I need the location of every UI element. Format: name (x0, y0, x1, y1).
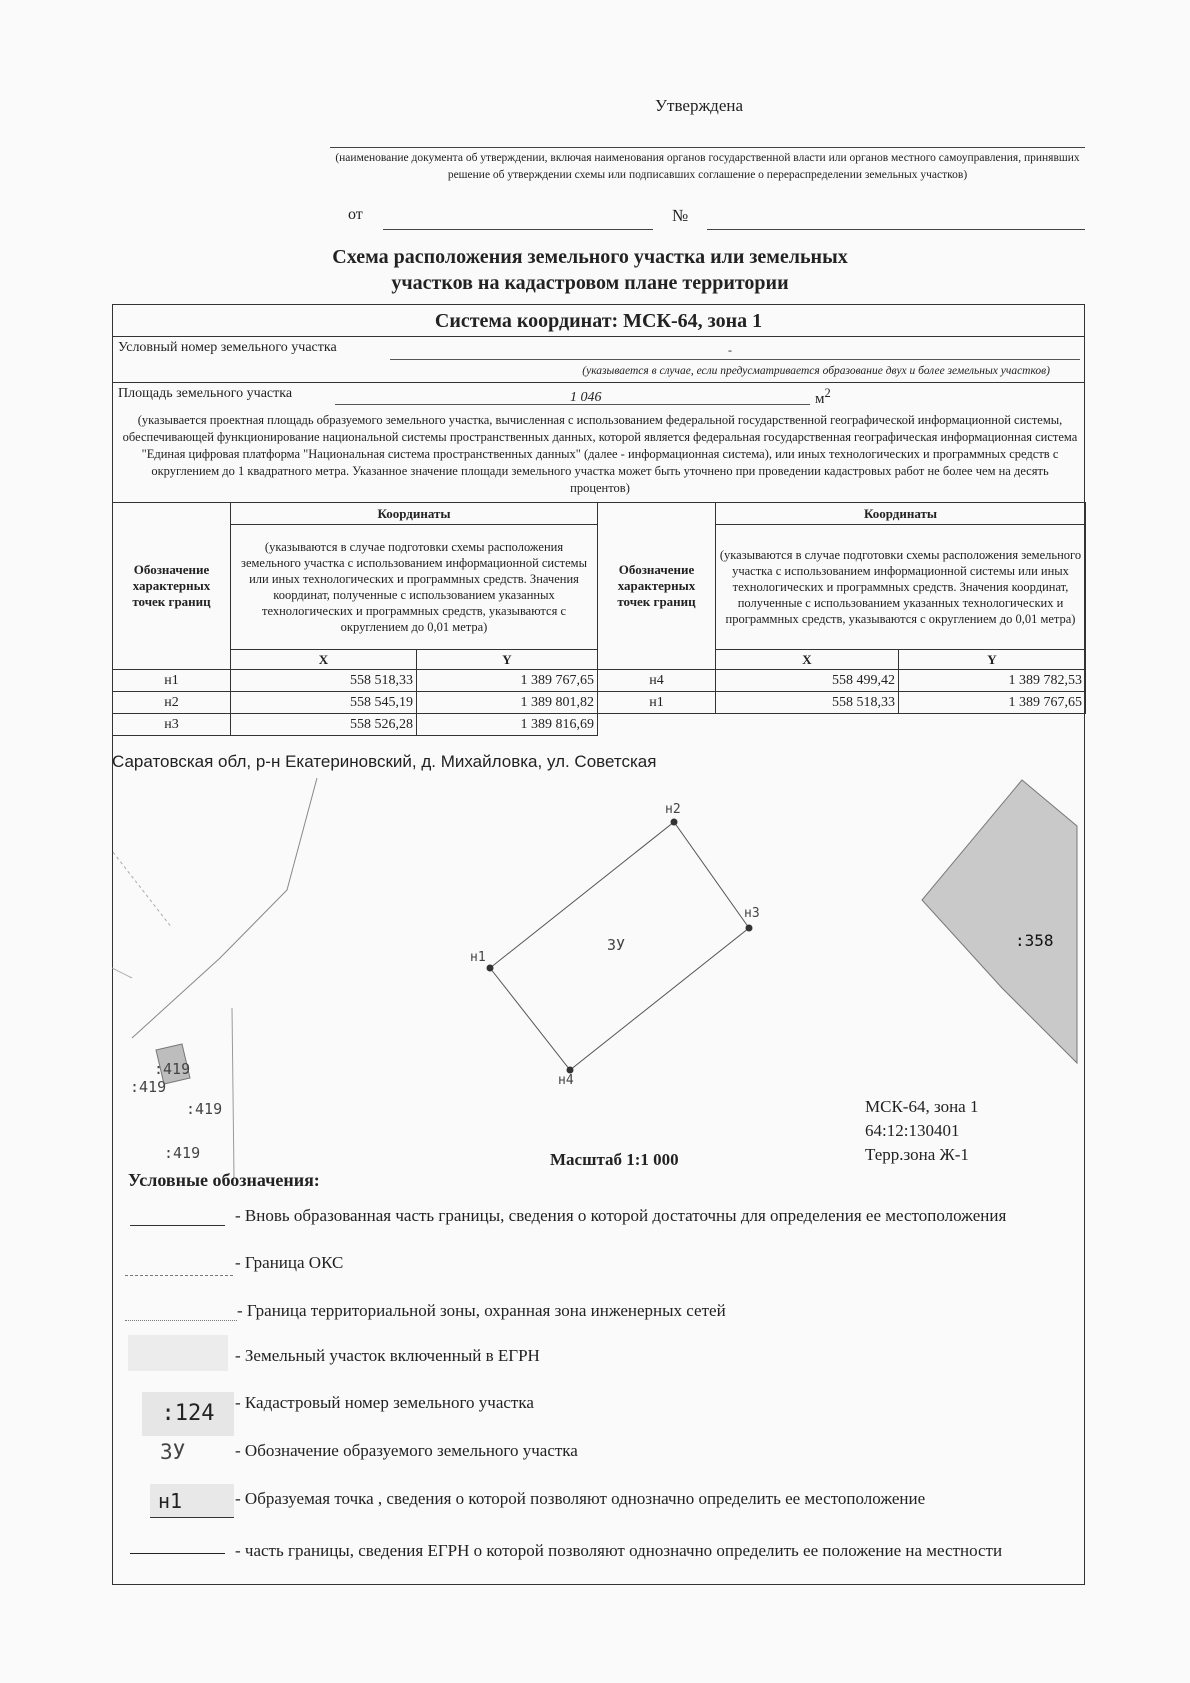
coord-y: 1 389 767,65 (899, 692, 1086, 714)
area-unit (815, 386, 831, 408)
area-label: Площадь земельного участка (118, 386, 293, 401)
coords-header-left: Координаты (231, 503, 598, 525)
point-n4-label: н4 (558, 1073, 574, 1088)
zone-boundary-line (132, 778, 317, 1038)
parcel-358 (922, 780, 1077, 1063)
coord-x: 558 499,42 (716, 670, 899, 692)
info-coord-system: МСК-64, зона 1 (865, 1097, 979, 1116)
area-line (335, 404, 810, 405)
legend-item-cadastral-number: - Кадастровый номер земельного участка (235, 1393, 534, 1412)
legend-sample-new-boundary (130, 1225, 225, 1226)
legend-item-new-boundary: - Вновь образованная часть границы, сведения о которой достаточны для определения ее местоположения (235, 1206, 1007, 1225)
legend-item-zone: - Граница территориальной зоны, охранная зона инженерных сетей (237, 1301, 726, 1320)
area-note: (указывается проектная площадь образуемого земельного участка, вычисленная с использованием федеральной государственной географической информационной системы, обеспечивающей функционирование национальной системы пространственных данных, которой является федеральная государственная географическая информационная система "Единая цифровая платформа "Национальная система пространственных данных" (далее - информационная система), или иных технологических и программных средств с округлением до 1 квадратного метра. Указанное значение площади земельного участка может быть уточнено при проведении кадастровых работ не более чем на десять процентов) (122, 413, 1078, 495)
area-unit-text: м (815, 391, 825, 407)
info-territorial-zone: Терр.зона Ж-1 (865, 1145, 969, 1164)
legend-item-egrn-parcel: - Земельный участок включенный в ЕГРН (235, 1346, 540, 1365)
table-row (113, 692, 1086, 714)
legend-item-egrn-boundary: - часть границы, сведения ЕГРН о которой позволяют однозначно определить ее положение на местности (235, 1541, 1003, 1560)
conditional-number-note: (указывается в случае, если предусматривается образование двух и более земельных участков) (582, 365, 1050, 377)
point-id: н1 (113, 670, 231, 692)
coords-note-right: (указываются в случае подготовки схемы расположения земельного участка с использованием информационной системы или иных технологических и программных средств. Значения координат, полученные с использованием указанных технологических и программных средств, указываются с округлением до 0,01 метра) (716, 525, 1086, 650)
address: Саратовская обл, р-н Екатериновский, д. Михайловка, ул. Советская (112, 752, 657, 771)
divider (112, 336, 1085, 337)
parcel-419-label: :419 (130, 1078, 167, 1096)
map-info (865, 1095, 978, 1167)
empty-cell (598, 714, 716, 736)
conditional-number-line (390, 359, 1080, 360)
number-field-line (707, 229, 1085, 230)
parcel-419-label: :419 (186, 1100, 223, 1118)
coord-y: 1 389 782,53 (899, 670, 1086, 692)
legend-sample-egrn-boundary (130, 1553, 225, 1554)
approved-label: Утверждена (655, 96, 744, 115)
coord-x: 558 526,28 (231, 714, 417, 736)
point-id: н1 (598, 692, 716, 714)
area-value: 1 046 (570, 390, 602, 405)
coord-y: 1 389 767,65 (417, 670, 598, 692)
legend-sample-point: н1 (150, 1484, 234, 1518)
table-row (113, 670, 1086, 692)
title-line-2: участков на кадастровом плане территории (391, 272, 789, 294)
legend-item-point: - Образуемая точка , сведения о которой позволяют однозначно определить ее местоположение (235, 1489, 926, 1508)
from-label: от (348, 206, 363, 223)
date-field-line (383, 229, 653, 230)
point-n1-label: н1 (470, 950, 486, 965)
approval-note: (наименование документа об утверждении, включая наименования органов государственной власти или органов местного самоуправления, принявших решение об утверждении схемы или подписавших соглашение о перераспределении земельных участков) (335, 152, 1080, 181)
number-label: № (672, 206, 689, 225)
map-scale: Масштаб 1:1 000 (550, 1150, 679, 1169)
coord-y: 1 389 816,69 (417, 714, 598, 736)
coord-y: 1 389 801,82 (417, 692, 598, 714)
legend-item-zu: - Обозначение образуемого земельного участка (235, 1441, 578, 1460)
legend-sample-egrn-parcel (128, 1335, 228, 1371)
legend-item-oks: - Граница ОКС (235, 1253, 344, 1272)
coordinates-table (112, 502, 1086, 736)
x-header-right: X (716, 650, 899, 670)
legend-sample-zu: ЗУ (160, 1440, 186, 1464)
point-id: н4 (598, 670, 716, 692)
zone-boundary-line (112, 838, 172, 928)
title-line-1: Схема расположения земельного участка или земельных (332, 246, 848, 268)
parcel-419-label: :419 (154, 1060, 191, 1078)
empty-cell (716, 714, 899, 736)
table-row (113, 714, 1086, 736)
coord-x: 558 518,33 (716, 692, 899, 714)
point-n3-marker (746, 925, 753, 932)
divider (112, 382, 1085, 383)
point-n2-marker (671, 819, 678, 826)
zone-boundary-line (112, 968, 132, 978)
y-header-left: Y (417, 650, 598, 670)
document-title (240, 244, 940, 296)
legend-sample-zone (125, 1320, 237, 1321)
parcel-358-label: :358 (1015, 931, 1054, 950)
info-cadastral-quarter: 64:12:130401 (865, 1121, 960, 1140)
point-n2-label: н2 (665, 802, 681, 817)
x-header-left: X (231, 650, 417, 670)
parcel-419-label: :419 (164, 1144, 201, 1162)
point-n3-label: н3 (744, 906, 760, 921)
coords-header-right: Координаты (716, 503, 1086, 525)
legend-sample-oks (125, 1275, 233, 1276)
point-id: н3 (113, 714, 231, 736)
point-n1-marker (487, 965, 494, 972)
empty-cell (899, 714, 1086, 736)
coordinate-system-title: Система координат: МСК-64, зона 1 (434, 310, 763, 332)
coord-x: 558 545,19 (231, 692, 417, 714)
legend-sample-cadastral-number: :124 (142, 1392, 234, 1436)
background-boundaries (112, 778, 317, 1178)
point-header-right: Обозначение характерных точек границ (598, 503, 716, 670)
zu-label: ЗУ (607, 936, 626, 954)
y-header-right: Y (899, 650, 1086, 670)
coord-x: 558 518,33 (231, 670, 417, 692)
area-unit-sup: 2 (824, 386, 831, 400)
conditional-number-label: Условный номер земельного участка (118, 340, 337, 355)
legend-title: Условные обозначения: (128, 1170, 320, 1190)
coords-note-left: (указываются в случае подготовки схемы расположения земельного участка с использованием информационной системы или иных технологических и программных средств. Значения координат, полученные с использованием указанных технологических и программных средств, указываются с округлением до 0,01 метра) (231, 525, 598, 650)
conditional-number-value: - (728, 343, 732, 357)
point-id: н2 (113, 692, 231, 714)
approval-line (330, 147, 1085, 148)
point-header-left: Обозначение характерных точек границ (113, 503, 231, 670)
zone-boundary-line (232, 1008, 234, 1178)
